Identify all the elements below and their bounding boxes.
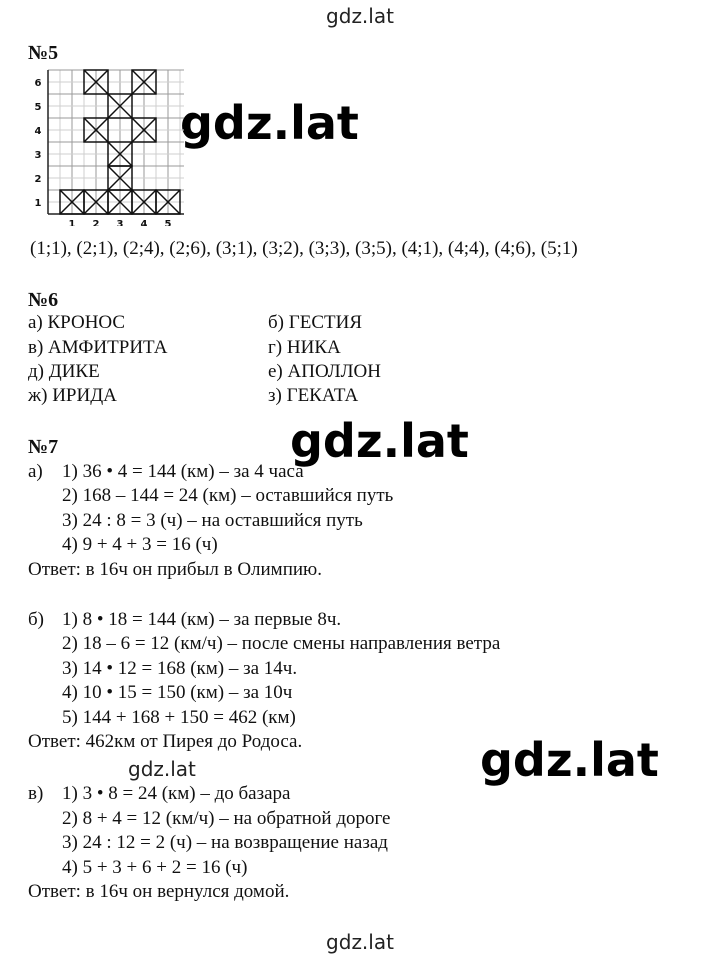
task6-title: №6 — [28, 289, 59, 311]
task7-a-step: 1) 36 • 4 = 144 (км) – за 4 часа — [62, 461, 304, 482]
task7-b-step: 3) 14 • 12 = 168 (км) – за 14ч. — [62, 658, 298, 679]
y-tick-label: 1 — [34, 198, 42, 209]
task7-b-step: 4) 10 • 15 = 150 (км) – за 10ч — [62, 682, 293, 703]
task6-item-b: б) ГЕСТИЯ — [268, 312, 363, 333]
x-tick-label: 1 — [68, 219, 76, 226]
task7-b-step: 1) 8 • 18 = 144 (км) – за первые 8ч. — [62, 609, 342, 630]
task5-title: №5 — [28, 42, 59, 64]
task7-c-step: 1) 3 • 8 = 24 (км) – до базара — [62, 783, 291, 804]
task7-b-step: 5) 144 + 168 + 150 = 462 (км) — [62, 707, 296, 728]
task7-title: №7 — [28, 436, 59, 458]
watermark-large: gdz.lat — [180, 96, 359, 150]
watermark-top: gdz.lat — [326, 4, 394, 28]
y-tick-label: 2 — [34, 174, 42, 185]
task7-a-answer: Ответ: в 16ч он прибыл в Олимпию. — [28, 559, 322, 580]
y-tick-label: 5 — [34, 102, 42, 113]
task7-b-step: 2) 18 – 6 = 12 (км/ч) – после смены направления ветра — [62, 633, 501, 654]
task6-item-a: а) КРОНОС — [28, 312, 126, 333]
task6-item-z: з) ГЕКАТА — [268, 385, 359, 406]
task6-item-d: д) ДИКЕ — [28, 361, 100, 382]
task7-a-label: а) — [28, 461, 43, 482]
task7-a-step: 2) 168 – 144 = 24 (км) – оставшийся путь — [62, 485, 394, 506]
task6-item-v: в) АМФИТРИТА — [28, 337, 168, 358]
task7-c-step: 3) 24 : 12 = 2 (ч) – на возвращение назад — [62, 832, 388, 853]
task6-item-zh: ж) ИРИДА — [28, 385, 117, 406]
task7-a-step: 4) 9 + 4 + 3 = 16 (ч) — [62, 534, 218, 555]
watermark-small: gdz.lat — [128, 757, 196, 781]
task7-a-step: 3) 24 : 8 = 3 (ч) – на оставшийся путь — [62, 510, 363, 531]
coordinate-grid — [24, 66, 184, 226]
task7-c-answer: Ответ: в 16ч он вернулся домой. — [28, 881, 290, 902]
x-axis-labels — [69, 219, 172, 226]
x-tick-label: 3 — [116, 219, 124, 226]
y-tick-label: 6 — [34, 78, 42, 89]
task7-c-label: в) — [28, 783, 44, 804]
task7-c-step: 2) 8 + 4 = 12 (км/ч) – на обратной дороге — [62, 808, 391, 829]
x-tick-label: 4 — [140, 219, 148, 226]
watermark-large: gdz.lat — [290, 414, 469, 468]
task5-coordinates: (1;1), (2;1), (2;4), (2;6), (3;1), (3;2), (3;3), (3;5), (4;1), (4;4), (4;6), (5;1) — [30, 238, 578, 259]
y-tick-label: 4 — [34, 126, 42, 137]
watermark-large: gdz.lat — [480, 733, 659, 787]
watermark-bottom: gdz.lat — [326, 930, 394, 954]
y-tick-label: 3 — [34, 150, 42, 161]
task7-c-step: 4) 5 + 3 + 6 + 2 = 16 (ч) — [62, 857, 248, 878]
task6-item-g: г) НИКА — [268, 337, 341, 358]
x-tick-label: 5 — [164, 219, 172, 226]
x-tick-label: 2 — [92, 219, 100, 226]
task7-b-answer: Ответ: 462км от Пирея до Родоса. — [28, 731, 303, 752]
y-axis-labels — [35, 78, 42, 209]
task7-b-label: б) — [28, 609, 44, 630]
task6-item-e: е) АПОЛЛОН — [268, 361, 381, 382]
